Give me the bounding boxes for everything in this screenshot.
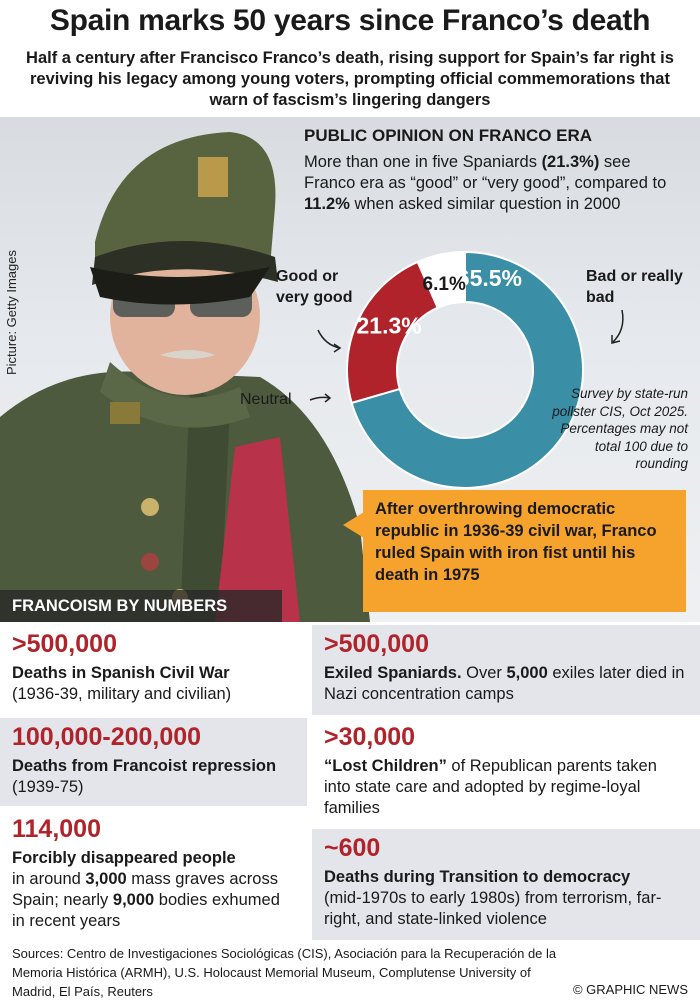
standfirst: Half a century after Francisco Franco’s death, rising support for Spain’s far right is reviving his legacy among young voters, prompting official commemorations that warn of fascism’s lingering dangers: [26, 49, 674, 109]
stat-detail: bodies exhumed in recent years: [12, 891, 280, 930]
stat-number: ~600: [324, 834, 381, 862]
opinion-text: [304, 152, 684, 215]
stat-label: Deaths in Spanish Civil War: [12, 664, 230, 682]
stat-label: “Lost Children”: [324, 757, 447, 775]
sources: Sources: Centro de Investigaciones Sociológicas (CIS), Asociación para la Recuperación de la Memoria Histórica (ARMH), U.S. Holocaust Memorial Museum, Complutense University of Madrid, El País, Reuters: [12, 946, 557, 999]
opinion-text-1: More than one in five Spaniards: [304, 153, 542, 171]
stat-detail-bold: 9,000: [112, 891, 155, 909]
stat-lost-children: [312, 718, 700, 826]
arrow-bad: [612, 310, 623, 343]
opinion-text-2: see Franco era as “good” or “very good”, compared to: [304, 153, 667, 192]
stat-number: >30,000: [324, 723, 416, 751]
stat-exiles: [312, 625, 700, 715]
slice-good-label: 21.3%: [356, 312, 422, 339]
label-neutral: Neutral: [240, 391, 292, 408]
slice-neutral-label: 6.1%: [422, 274, 466, 295]
stat-label: Deaths from Francoist repression: [12, 757, 277, 775]
callout-tail: [343, 512, 364, 538]
photo-credit: Picture: Getty Images: [4, 250, 19, 375]
stat-label: Forcibly disappeared people: [12, 849, 236, 867]
stat-transition-deaths: [312, 829, 700, 940]
stat-detail: (1939-75): [12, 778, 84, 796]
stat-detail: (mid-1970s to early 1980s) from terrorism, far-right, and state-linked violence: [324, 889, 662, 928]
stat-civil-war-deaths: [0, 625, 307, 715]
label-good: Good or very good: [276, 268, 353, 306]
stat-detail: mass graves across Spain; nearly: [12, 870, 278, 909]
stat-label: Exiled Spaniards.: [324, 664, 462, 682]
stat-detail: of Republican parents taken into state care and adopted by regime-loyal families: [324, 757, 657, 817]
stat-detail: Over: [461, 664, 507, 682]
stat-label: Deaths during Transition to democracy: [324, 868, 631, 886]
stat-number: 100,000-200,000: [12, 723, 202, 751]
slice-bad-label: 65.5%: [456, 265, 523, 292]
arrow-bad-wrap: [600, 305, 640, 355]
opinion-highlight-1: (21.3%): [541, 153, 600, 171]
opinion-heading: PUBLIC OPINION ON FRANCO ERA: [304, 126, 593, 145]
stat-detail-bold: 3,000: [85, 870, 127, 888]
stat-detail: (1936-39, military and civilian): [12, 685, 232, 703]
callout-box: After overthrowing democratic republic in 1936-39 civil war, Franco ruled Spain with iron fist until his death in 1975: [363, 490, 686, 612]
pointer-arrows: [300, 300, 360, 420]
stat-number: >500,000: [12, 630, 117, 658]
opinion-highlight-2: 11.2%: [304, 195, 350, 213]
opinion-text-3: when asked similar question in 2000: [349, 195, 621, 213]
label-bad: Bad or really bad: [586, 268, 683, 306]
stat-detail-bold: 5,000: [506, 664, 548, 682]
stat-detail: in around: [12, 870, 86, 888]
stat-number: 114,000: [12, 815, 101, 843]
headline: Spain marks 50 years since Franco’s death: [49, 4, 651, 37]
numbers-banner: FRANCOISM BY NUMBERS: [0, 590, 282, 622]
stat-detail: exiles later died in Nazi concentration camps: [324, 664, 685, 703]
brand-credit: © GRAPHIC NEWS: [572, 982, 688, 997]
stat-disappeared: [0, 810, 307, 940]
stat-repression-deaths: [0, 718, 307, 806]
stat-number: >500,000: [324, 630, 429, 658]
survey-note: Survey by state-run pollster CIS, Oct 2025. Percentages may not total 100 due to rounding: [552, 386, 688, 471]
